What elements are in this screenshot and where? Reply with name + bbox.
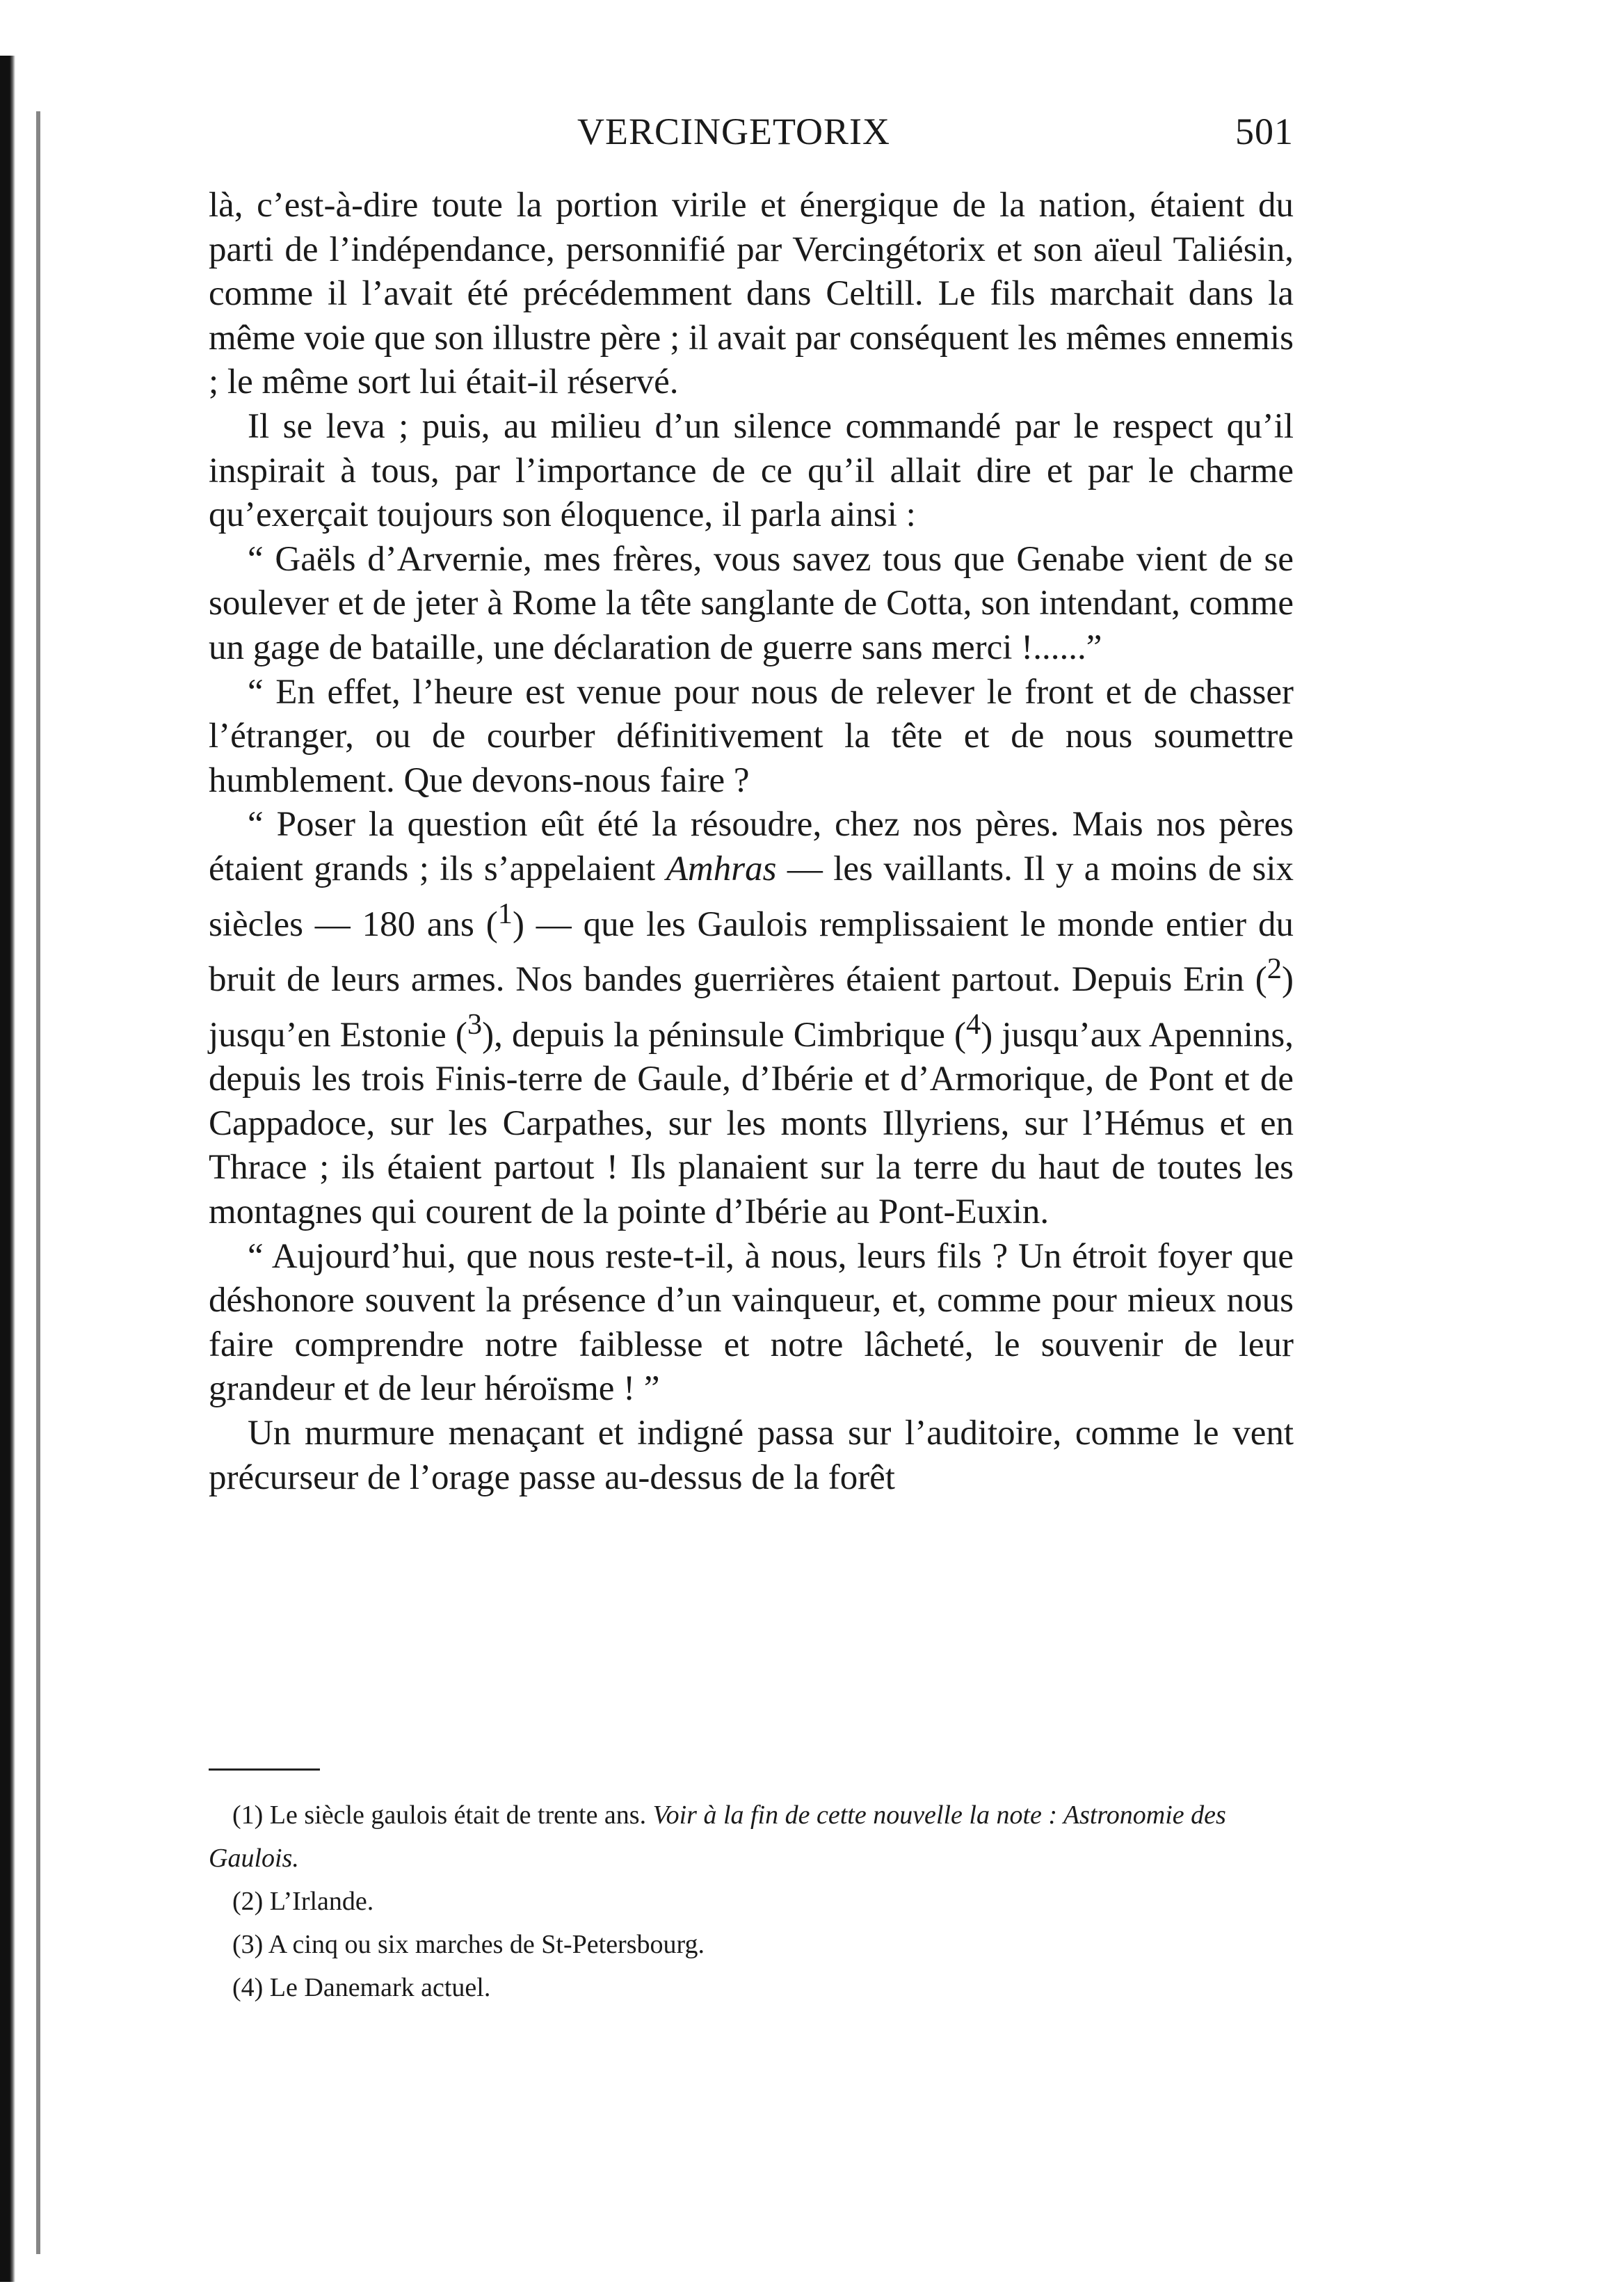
running-title: VERCINGETORIX bbox=[577, 111, 890, 152]
footnote-ref-2[interactable]: 2 bbox=[1267, 952, 1283, 986]
footnote-4: (4) Le Danemark actuel. bbox=[232, 1973, 491, 2002]
p5-part-a: “ Poser la question eût été la résoudre, chez nos pères. Mais nos pères étaient grands ; ils s’appelaient bbox=[209, 805, 1294, 888]
body-text bbox=[209, 184, 1294, 1500]
page-header bbox=[209, 104, 1294, 160]
p5-part-c: ) — que les Gaulois remplissaient le monde entier du bruit de leurs armes. Nos bandes guerrières étaient partout. Depuis Erin ( bbox=[209, 904, 1294, 1000]
footnote-ref-1[interactable]: 1 bbox=[497, 897, 513, 930]
footnote-1-reference: Voir à la fin de cette nouvelle la note : Astronomie des Gaulois. bbox=[209, 1800, 1226, 1873]
footnote-ref-3[interactable]: 3 bbox=[467, 1007, 483, 1041]
footnote-ref-4[interactable]: 4 bbox=[965, 1007, 981, 1041]
page-number: 501 bbox=[1235, 111, 1294, 152]
p5-part-f: ) jusqu’aux Apennins, depuis les trois Finis-terre de Gaule, d’Ibérie et d’Armorique, de Pont et de Cappadoce, sur les Carpathes, sur les monts Illyriens, sur l’Hémus et en Thrace ; ils étaient partout ! Ils planaient sur la terre du haut de toutes les montagnes qui courent de la pointe d’Ibérie au Pont-Euxin. bbox=[209, 1015, 1294, 1232]
paragraph-6: “ Aujourd’hui, que nous reste-t-il, à nous, leurs fils ? Un étroit foyer que déshonore souvent la présence d’un vainqueur, et, comme pour mieux nous faire comprendre notre faiblesse et notre lâcheté, le souvenir de leur grandeur et de leur héroïsme ! ” bbox=[209, 1236, 1294, 1409]
paragraph-2: Il se leva ; puis, au milieu d’un silence commandé par le respect qu’il inspirait à tous, par l’importance de ce qu’il allait dire et par le charme qu’exerçait toujours son éloquence, il parla ainsi : bbox=[209, 406, 1294, 535]
footnote-1-text: (1) Le siècle gaulois était de trente ans. bbox=[232, 1800, 647, 1830]
p5-part-b: — les vaillants. Il y a moins de six siècles — 180 ans ( bbox=[209, 849, 1294, 944]
binding-shadow bbox=[36, 111, 40, 2254]
paragraph-1: là, c’est-à-dire toute la portion virile et énergique de la nation, étaient du parti de l’indépendance, personnifié par Vercingétorix et son aïeul Taliésin, comme il l’avait été précédemment dans Celtill. Le fils marchait dans la même voie que son illustre père ; il avait par conséquent les mêmes ennemis ; le même sort lui était-il réservé. bbox=[209, 186, 1294, 402]
amhras-term: Amhras bbox=[666, 849, 777, 888]
paragraph-3: “ Gaëls d’Arvernie, mes frères, vous savez tous que Genabe vient de se soulever et de jeter à Rome la tête sanglante de Cotta, son intendant, comme un gage de bataille, une déclaration de guerre sans merci !......” bbox=[209, 539, 1294, 667]
paragraph-7: Un murmure menaçant et indigné passa sur l’auditoire, comme le vent précurseur de l’orage passe au-dessus de la forêt bbox=[209, 1414, 1294, 1497]
paragraph-4: “ En effet, l’heure est venue pour nous de relever le front et de chasser l’étranger, ou de courber définitivement la tête et de nous soumettre humblement. Que devons-nous faire ? bbox=[209, 672, 1294, 800]
p5-part-d: ) jusqu’en Estonie ( bbox=[209, 960, 1294, 1055]
p5-part-e: ), depuis la péninsule Cimbrique ( bbox=[482, 1015, 966, 1055]
binding-edge bbox=[0, 56, 15, 2282]
paragraph-5 bbox=[209, 803, 1294, 1234]
footnote-2: (2) L’Irlande. bbox=[232, 1887, 374, 1916]
footnote-rule bbox=[209, 1768, 320, 1771]
footnotes bbox=[209, 1794, 1294, 2009]
footnote-1 bbox=[209, 1794, 1294, 1880]
footnote-3: (3) A cinq ou six marches de St-Petersbourg. bbox=[232, 1930, 705, 1959]
